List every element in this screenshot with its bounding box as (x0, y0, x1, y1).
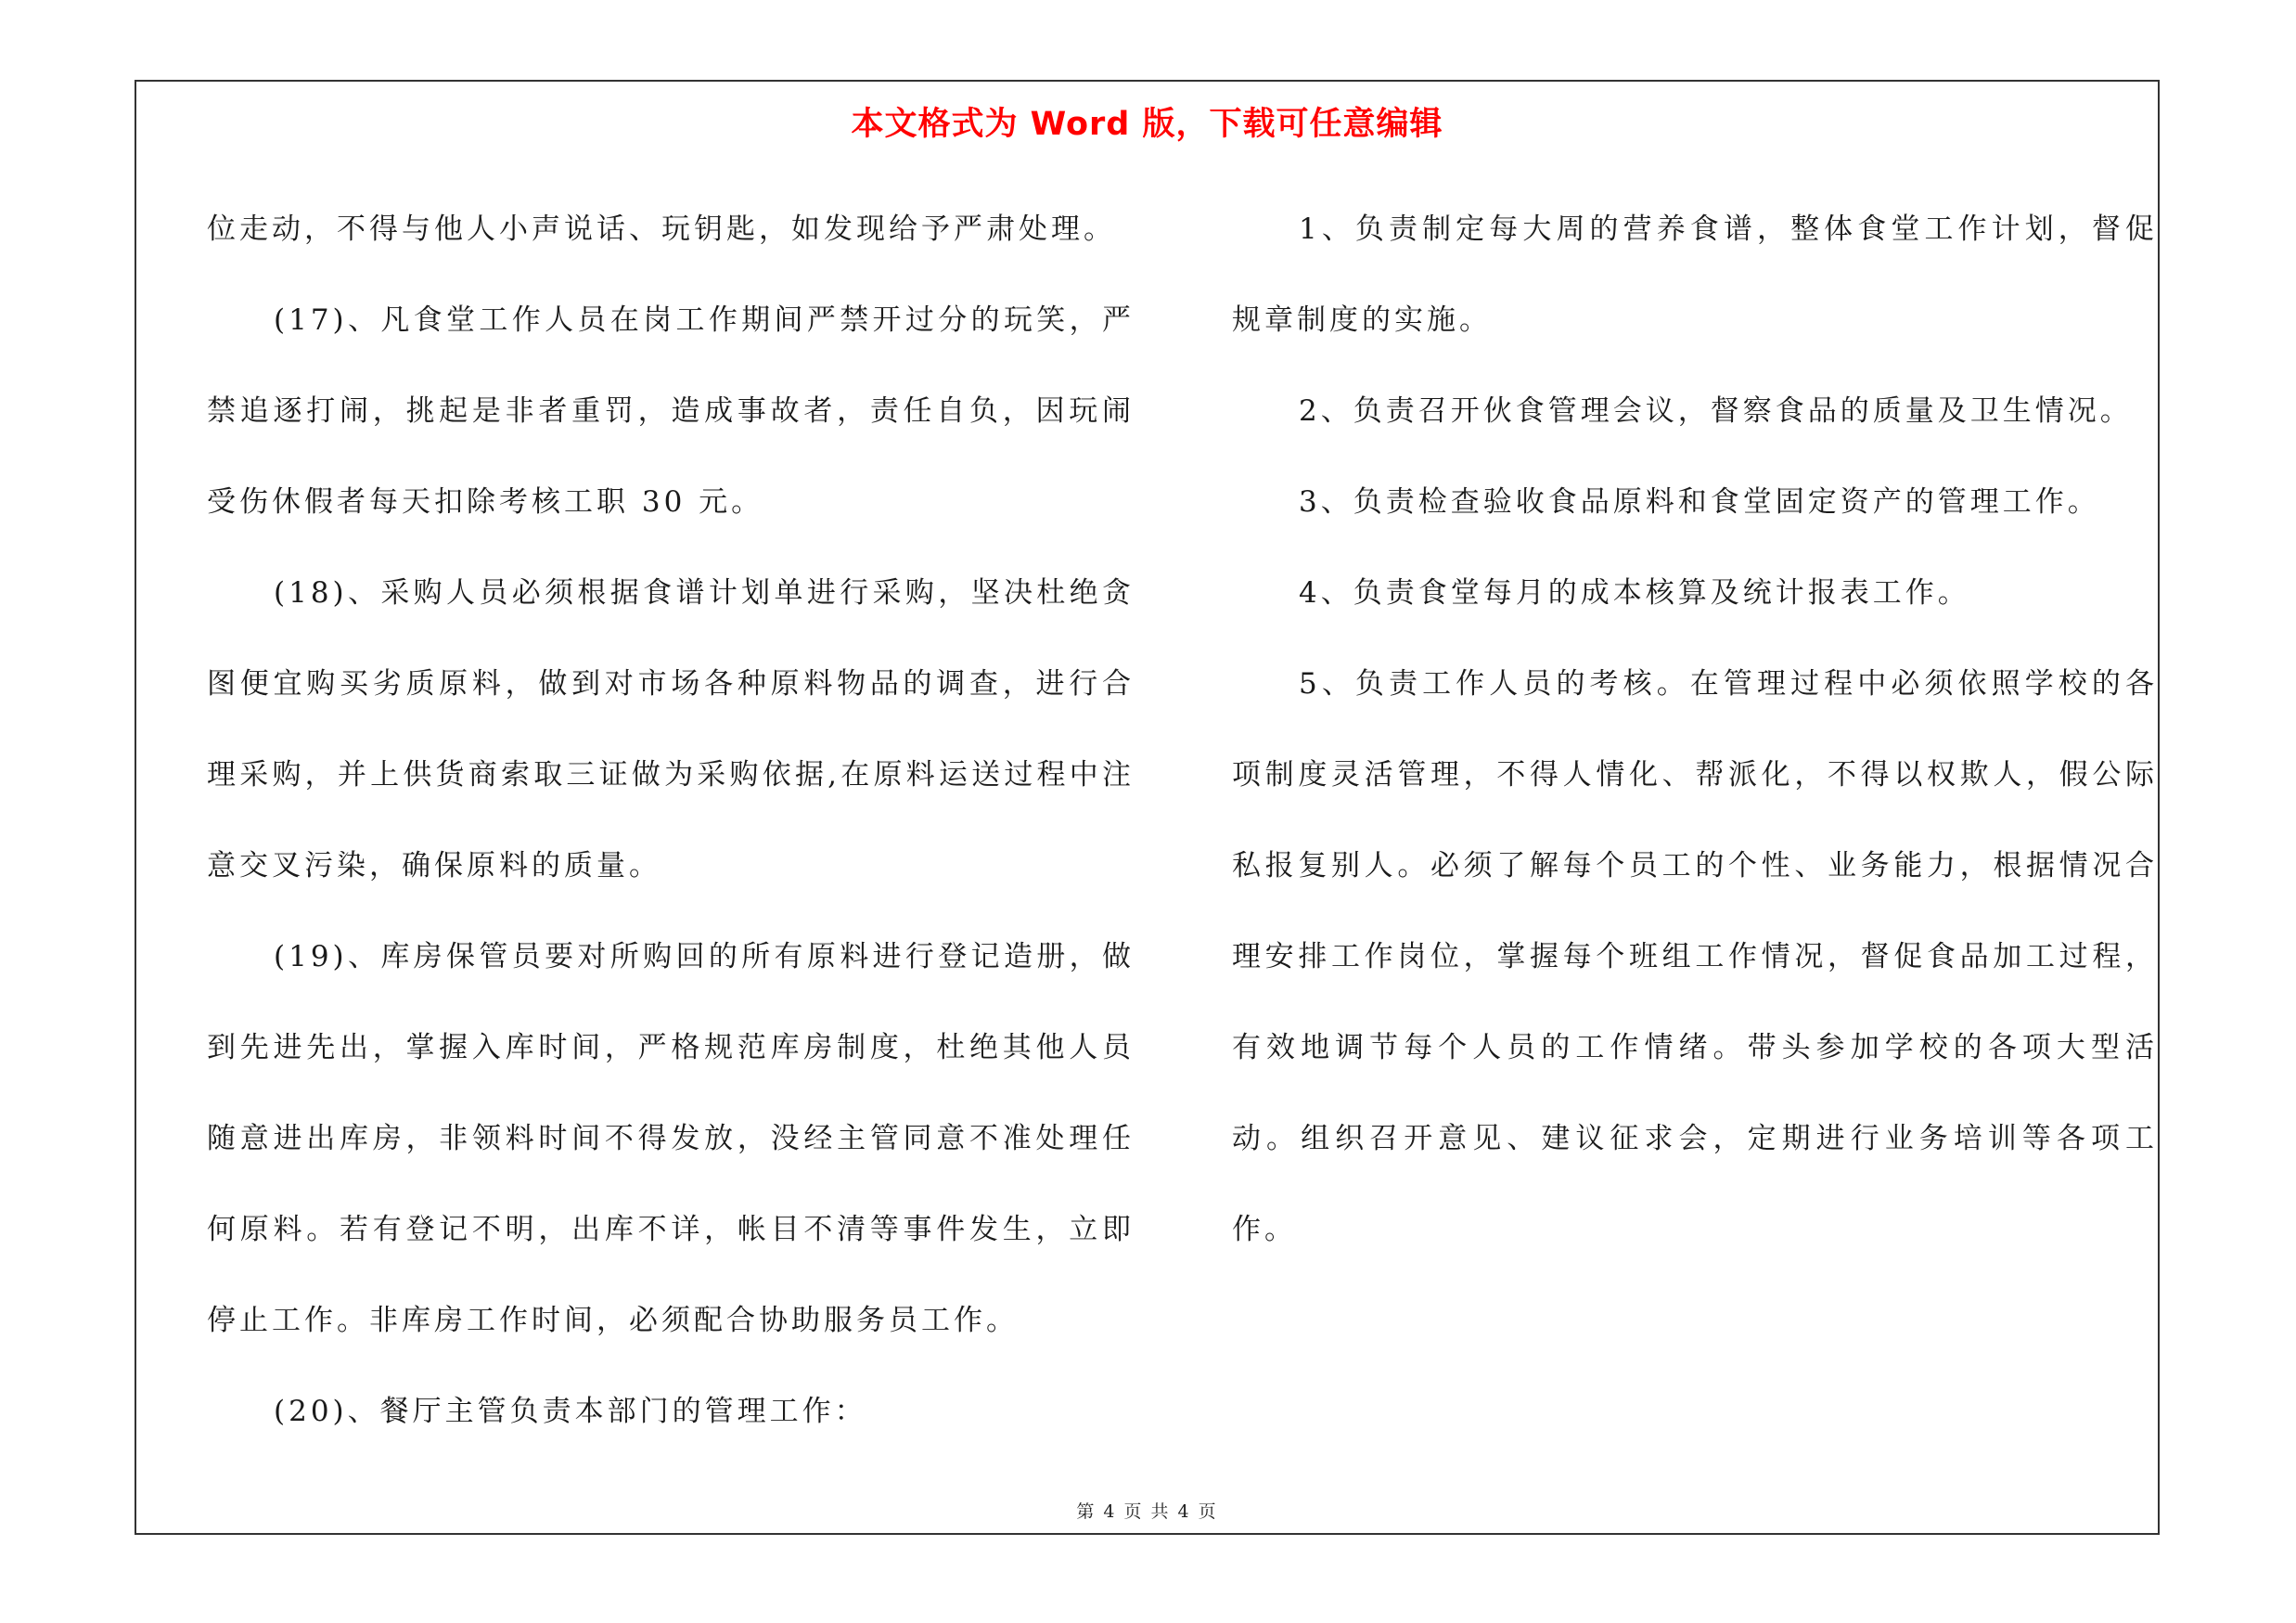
duty-item-1: 1、负责制定每大周的营养食谱，整体食堂工作计划，督促规章制度的实施。 (1232, 213, 2158, 337)
page-number-footer: 第 4 页 共 4 页 (1076, 1501, 1218, 1522)
paragraph-continuation: 位走动，不得与他人小声说话、玩钥匙，如发现给予严肃处理。 (207, 213, 1116, 246)
duty-item-3: 3、负责检查验收食品原料和食堂固定资产的管理工作。 (1299, 485, 2100, 519)
paragraph-rule-20: (20)、餐厅主管负责本部门的管理工作： (274, 1395, 867, 1428)
paragraph-rule-18: (18)、采购人员必须根据食谱计划单进行采购，坚决杜绝贪图便宜购买劣质原料，做到对市场各种原料物品的调查，进行合理采购，并上供货商索取三证做为采购依据,在原料运送过程中注意交叉污染，确保原料的质量。 (207, 576, 1135, 882)
paragraph-rule-19: (19)、库房保管员要对所购回的所有原料进行登记造册，做到先进先出，掌握入库时间，严格规范库房制度，杜绝其他人员随意进出库房，非领料时间不得发放，没经主管同意不准处理任何原料。若有登记不明，出库不详，帐目不清等事件发生，立即停止工作。非库房工作时间，必须配合协助服务员工作。 (207, 940, 1135, 1337)
word-format-banner: 本文格式为 Word 版，下载可任意编辑 (851, 106, 1443, 143)
duty-item-2: 2、负责召开伙食管理会议，督察食品的质量及卫生情况。 (1299, 394, 2133, 428)
duty-item-4: 4、负责食堂每月的成本核算及统计报表工作。 (1299, 576, 1970, 610)
left-column (207, 184, 1135, 1457)
duty-item-5: 5、负责工作人员的考核。在管理过程中必须依照学校的各项制度灵活管理，不得人情化、帮派化，不得以权欺人，假公际私报复别人。必须了解每个员工的个性、业务能力，根据情况合理安排工作岗位，掌握每个班组工作情况，督促食品加工过程，有效地调节每个人员的工作情绪。带头参加学校的各项大型活动。组织召开意见、建议征求会，定期进行业务培训等各项工作。 (1232, 667, 2158, 1246)
page-frame (135, 80, 2160, 1535)
paragraph-rule-17: (17)、凡食堂工作人员在岗工作期间严禁开过分的玩笑，严禁追逐打闹，挑起是非者重罚，造成事故者，责任自负，因玩闹受伤休假者每天扣除考核工职 30 元。 (207, 303, 1135, 519)
right-column (1232, 184, 2158, 1275)
